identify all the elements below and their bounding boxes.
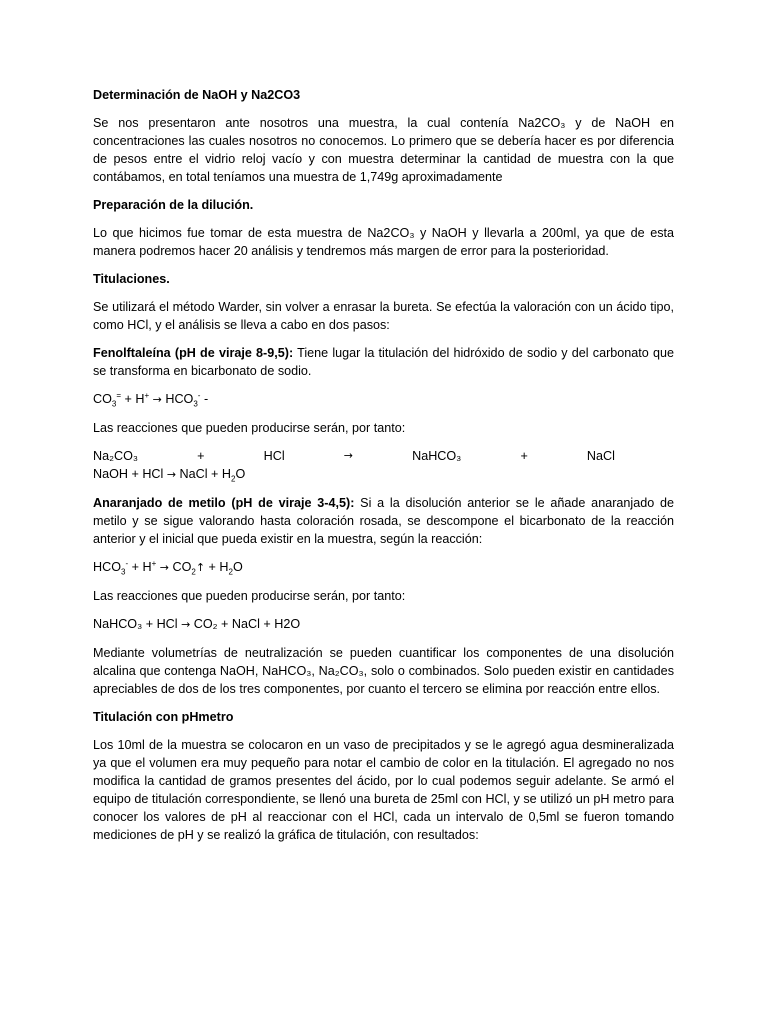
eq4-co2-sub: 2 [191,567,196,577]
volumetric-paragraph: Mediante volumetrías de neutralización se pueden cuantificar los componentes de una disolución alcalina que contenga NaOH, NaHCO₃, Na₂CO₃, solo o combinados. Solo pueden existir en cantidades apreciables de dos de los tres componentes, por cuanto el tercero se elimina por reacción entre ellos. [93,646,674,696]
dilution-heading: Preparación de la dilución. [93,198,254,212]
titrations-paragraph: Se utilizará el método Warder, sin volver a enrasar la bureta. Se efectúa la valoración con un ácido tipo, como HCl, y el análisis se lleva a cabo en dos pasos: [93,300,674,332]
eq1-sup: = [116,390,122,400]
eq2-hcl: HCl [263,449,285,463]
methyl-orange-text: Si a la disolución anterior se le añade anaranjado de metilo y se sigue valorando hasta coloración rosada, se descompone el bicarbonato de la reacción anterior y el inicial que pueda existir en la muestra, según la reacción: [93,496,674,546]
eq4-end: O [232,560,243,574]
eq2-nahco3: NaHCO₃ [412,449,462,463]
titrations-heading: Titulaciones. [93,272,170,286]
eq1-hco: HCO [161,392,194,406]
eq4-co2: CO [168,560,192,574]
eq4-sub: 3 [121,567,126,577]
reactions-intro-2: Las reacciones que pueden producirse serán, por tanto: [93,589,406,603]
eq3-left: NaOH + HCl [93,467,167,481]
equation-bicarbonate [93,558,674,577]
arrow-icon: → [166,468,177,481]
eq1-h-sup: + [144,390,150,400]
eq4-sup: - [125,558,129,568]
equation-nahco3-hcl [93,615,674,634]
eq3-sub: 2 [231,474,236,484]
eq4-hco: HCO [93,560,121,574]
eq5-right: CO₂ + NaCl + H2O [190,617,301,631]
eq3-right: NaCl + H [176,467,232,481]
phmeter-paragraph: Los 10ml de la muestra se colocaron en un vaso de precipitados y se le agregó agua desmineralizada ya que el volumen era muy pequeño para notar el cambio de color en la titulación. El agregado no nos modifica la cantidad de gramos presentes del ácido, por lo cual podemos seguir adelante. Se armó el equipo de titulación correspondiente, se llenó una bureta de 25ml con HCl, y se utilizó un pH metro para conocer los valores de pH al reaccionar con el HCl, cada un intervalo de 0,5ml se fueron tomando mediciones de pH y se realizó la gráfica de titulación, con resultados: [93,738,674,842]
phenolphthalein-label: Fenolftaleína (pH de viraje 8-9,5): [93,346,294,360]
eq1-hco-sup: - [197,390,201,400]
arrow-icon: → [343,449,353,462]
eq1-plus-h: + H [121,392,145,406]
phmeter-heading: Titulación con pHmetro [93,710,234,724]
eq2-plus-1: + [197,449,205,463]
document-title: Determinación de NaOH y Na2CO3 [93,88,301,102]
eq2-nacl: NaCl [586,449,615,463]
methyl-orange-label: Anaranjado de metilo (pH de viraje 3-4,5): [93,496,355,510]
eq4-h-sup: + [151,558,157,568]
phenolphthalein-text: Tiene lugar la titulación del hidróxido de sodio y del carbonato que se transforma en bicarbonato de sodio. [93,346,674,378]
eq1-co: CO [93,392,112,406]
eq4-h2o-sub: 2 [228,567,233,577]
arrow-icon: → [152,393,162,406]
equation-na2co3-hcl [93,447,615,465]
eq2-na2co3: Na₂CO₃ [93,449,139,463]
methyl-orange-paragraph [93,494,674,548]
eq4-plus-h: + H [128,560,152,574]
eq4-plus-h2o: + H [205,560,229,574]
reactions-intro-1: Las reacciones que pueden producirse serán, por tanto: [93,421,406,435]
up-arrow-icon: ↑ [195,561,206,574]
eq5-left: NaHCO₃ + HCl [93,617,182,631]
equation-carbonate [93,390,674,409]
eq1-sub: 3 [111,399,117,409]
arrow-icon: → [181,618,191,631]
eq2-plus-2: + [520,449,528,463]
eq1-tail: - [200,392,209,406]
eq1-hco-sub: 3 [193,399,198,409]
eq3-end: O [235,467,246,481]
phenolphthalein-paragraph [93,344,674,380]
arrow-icon: → [159,561,169,574]
equation-naoh-hcl [93,465,674,484]
intro-paragraph: Se nos presentaron ante nosotros una muestra, la cual contenía Na2CO₃ y de NaOH en concentraciones las cuales nosotros no conocemos. Lo primero que se debería hacer es por diferencia de pesos entre el vidrio reloj vacío y con muestra determinar la cantidad de muestra con la que contábamos, en total teníamos una muestra de 1,749g aproximadamente [93,116,674,184]
dilution-paragraph: Lo que hicimos fue tomar de esta muestra de Na2CO₃ y NaOH y llevarla a 200ml, ya que de esta manera podremos hacer 20 análisis y tendremos más margen de error para la posterioridad. [93,226,674,258]
